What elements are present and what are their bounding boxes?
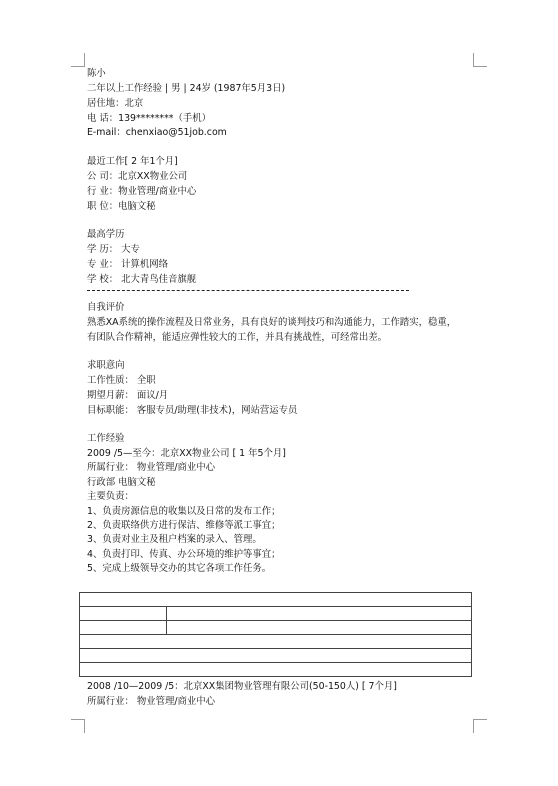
crop-mark bbox=[473, 66, 487, 67]
candidate-summary: 二年以上工作经验 | 男 | 24岁 (1987年5月3日) bbox=[87, 83, 286, 94]
recent-industry: 行 业：物业管理/商业中心 bbox=[87, 186, 197, 197]
crop-mark bbox=[473, 53, 474, 67]
duty-item: 4、负责打印、传真、办公环境的维护等事宜； bbox=[87, 549, 281, 560]
job-nature: 工作性质： 全职 bbox=[87, 375, 156, 386]
job1-industry: 所属行业： 物业管理/商业中心 bbox=[87, 462, 216, 473]
recent-job-heading: 最近工作[ 2 年1个月] bbox=[87, 156, 178, 167]
table-cell bbox=[80, 635, 472, 649]
empty-table bbox=[79, 592, 472, 677]
job1-department: 行政部 电脑文秘 bbox=[87, 477, 156, 488]
table-cell bbox=[80, 593, 472, 607]
education-major: 专 业： 计算机网络 bbox=[87, 259, 168, 270]
education-degree: 学 历： 大专 bbox=[87, 244, 140, 255]
table-cell bbox=[167, 621, 472, 635]
education-school: 学 校： 北大青鸟佳音旗舰 bbox=[87, 274, 197, 285]
duty-item: 2、负责联络供方进行保洁、维修等派工事宜； bbox=[87, 520, 281, 531]
table-cell bbox=[80, 649, 472, 663]
education-heading: 最高学历 bbox=[87, 229, 125, 240]
crop-mark bbox=[71, 66, 85, 67]
duty-item: 3、负责对业主及租户档案的录入、管理。 bbox=[87, 534, 262, 545]
duty-item: 1、负责房源信息的收集以及日常的发布工作； bbox=[87, 506, 281, 517]
email: E-mail：chenxiao@51job.com bbox=[87, 127, 227, 138]
table-cell bbox=[80, 607, 167, 621]
recent-company: 公 司：北京XX物业公司 bbox=[87, 171, 188, 182]
crop-mark bbox=[84, 53, 85, 67]
job1-duties-heading: 主要负责： bbox=[87, 491, 134, 502]
candidate-name: 陈小 bbox=[87, 68, 106, 79]
table-cell bbox=[167, 607, 472, 621]
crop-mark bbox=[473, 719, 487, 720]
job2-period: 2008 /10—2009 /5：北京XX集团物业管理有限公司(50-150人) [ 7个月] bbox=[87, 681, 397, 692]
self-eval-heading: 自我评价 bbox=[87, 302, 125, 313]
job-intent-heading: 求职意向 bbox=[87, 360, 125, 371]
target-function: 目标职能： 客服专员/助理(非技术)，网站营运专员 bbox=[87, 405, 298, 416]
crop-mark bbox=[71, 719, 85, 720]
recent-position: 职 位：电脑文秘 bbox=[87, 201, 156, 212]
job1-period: 2009 /5—至今：北京XX物业公司 [ 1 年5个月] bbox=[87, 448, 286, 459]
phone: 电 话：139********（手机） bbox=[87, 113, 211, 124]
crop-mark bbox=[84, 719, 85, 733]
job2-industry: 所属行业： 物业管理/商业中心 bbox=[87, 696, 216, 707]
section-divider bbox=[87, 290, 409, 291]
crop-mark bbox=[473, 719, 474, 733]
self-eval-line: 有团队合作精神，能适应弹性较大的工作，并具有挑战性，可经常出差。 bbox=[87, 332, 388, 343]
table-cell bbox=[80, 621, 167, 635]
duty-item: 5、完成上级领导交办的其它各项工作任务。 bbox=[87, 563, 272, 574]
table-cell bbox=[80, 663, 472, 677]
self-eval-line: 熟悉XA系统的操作流程及日常业务，具有良好的谈判技巧和沟通能力，工作踏实，稳重， bbox=[87, 317, 457, 328]
expected-salary: 期望月薪： 面议/月 bbox=[87, 390, 169, 401]
residence: 居住地：北京 bbox=[87, 98, 144, 109]
experience-heading: 工作经验 bbox=[87, 433, 125, 444]
